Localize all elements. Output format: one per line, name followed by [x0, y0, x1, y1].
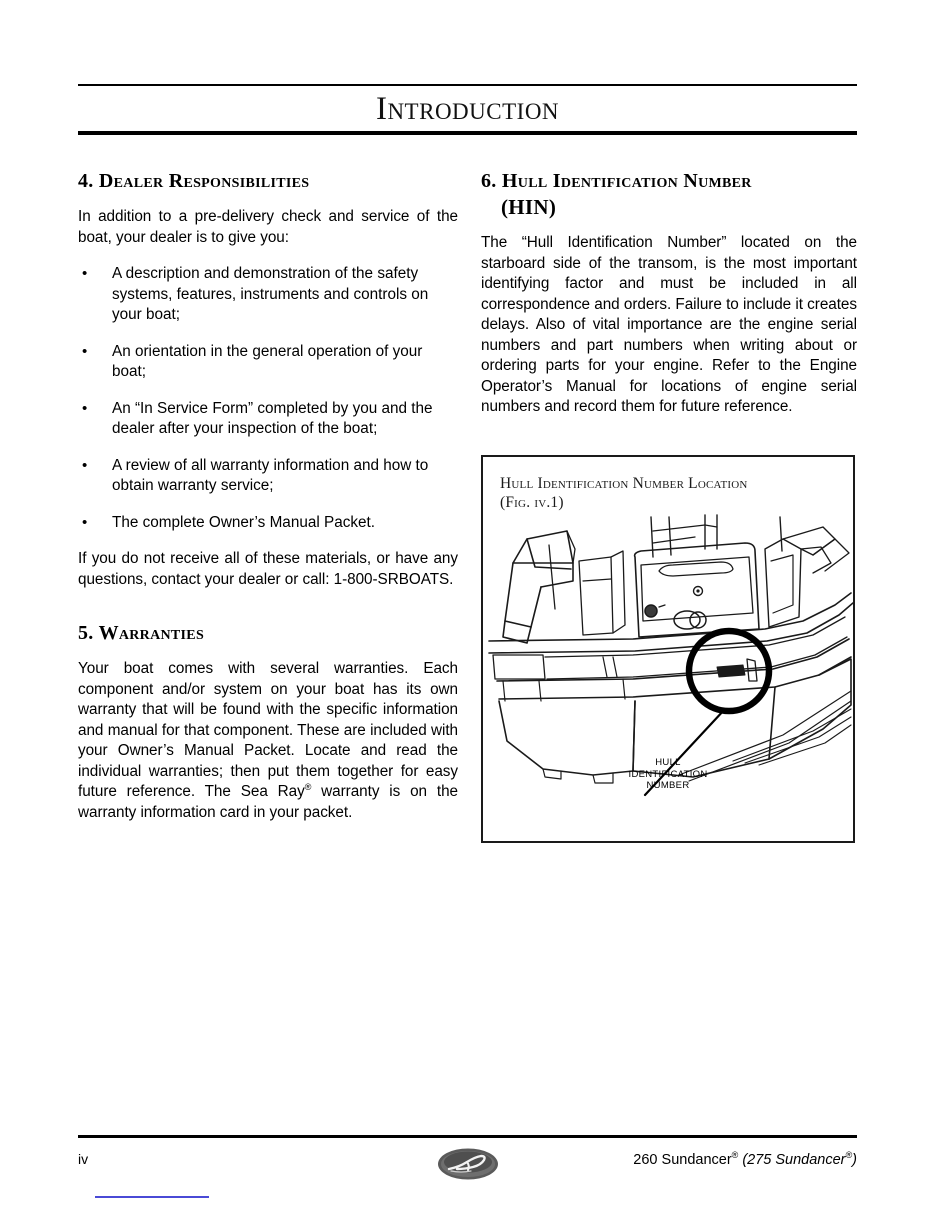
footer-page-number: iv [78, 1151, 89, 1167]
warranties-paragraph [78, 659, 458, 823]
right-column [481, 168, 857, 431]
figure-caption [483, 457, 853, 512]
callout-line-number: NUMBER [646, 780, 690, 791]
list-item [78, 264, 458, 326]
footer-model-secondary-close: ) [852, 1152, 857, 1168]
figure-caption-line2: (Fig. iv.1) [500, 494, 564, 511]
left-column [78, 168, 458, 836]
figure-caption-line1: Hull Identification Number Location [500, 475, 748, 492]
bullet-icon: • [82, 265, 88, 282]
page-title: Introduction [375, 91, 560, 127]
section-number-4: 4. [78, 170, 94, 192]
dealer-intro-paragraph: In addition to a pre-delivery check and service of the boat, your dealer is to give you: [78, 208, 458, 246]
callout-line-identification: IDENTIFICATION [628, 768, 708, 780]
warranties-text-part2: warranty is on the warranty information card in your packet. [78, 783, 458, 821]
bullet-icon: • [82, 456, 88, 474]
section-title-4: Dealer Responsibilities [98, 170, 310, 192]
list-item-text: The complete Owner’s Manual Packet. [112, 513, 376, 531]
page-footer [78, 1135, 857, 1187]
list-item-text: An “In Service Form” completed by you and the dealer after your inspection of the boat; [112, 399, 433, 437]
footer-model-primary: 260 Sundancer [633, 1152, 732, 1168]
list-item [78, 513, 458, 534]
footer-row [78, 1147, 857, 1187]
section-heading-hull-identification-number [481, 168, 857, 220]
page-header [78, 84, 857, 135]
section-title-5: Warranties [98, 622, 205, 644]
callout-line-hull: HULL [655, 757, 681, 768]
section-number-6: 6. [481, 170, 497, 192]
figure-callout-label [483, 757, 853, 792]
bullet-icon: • [82, 342, 88, 360]
dealer-closing-paragraph: If you do not receive all of these materials, or have any questions, contact your dealer or call: 1-800-SRBOATS. [78, 550, 458, 588]
list-item [78, 399, 458, 440]
footer-rule [78, 1135, 857, 1138]
registered-mark-icon: ® [845, 1150, 853, 1161]
section-number-5: 5. [78, 622, 94, 644]
registered-mark-icon: ® [731, 1150, 739, 1161]
bullet-icon: • [82, 399, 88, 417]
section-title-6: Hull Identification Number [501, 170, 752, 192]
figure-hin-location [481, 455, 855, 843]
list-item [78, 342, 458, 383]
hin-paragraph: The “Hull Identification Number” located on the starboard side of the transom, is the most important identifying factor and must be included in all correspondence and orders. Failure to include it creates delays. Also of vital importance are the engine serial numbers and part numbers when writing about or ordering parts for your engine. Refer to the Engine Operator’s Manual for locations of engine serial numbers and record them for future reference. [481, 234, 857, 415]
footer-model-name [633, 1152, 857, 1168]
footer-model-secondary: (275 Sundancer [742, 1152, 846, 1168]
warranties-text-part1: Your boat comes with several warranties. Each component and/or system on your boat has its own warranty that will be found with the specific information and manual for that component. These are included with your Owner’s Manual Packet. Locate and read the individual warranties; then put them together for easy future reference. The Sea Ray [78, 660, 458, 800]
section-heading-warranties [78, 620, 458, 646]
section-title-6-continued: (HIN) [501, 195, 557, 219]
list-item-text: A review of all warranty information and how to obtain warranty service; [112, 456, 429, 494]
header-rule-bottom [78, 131, 857, 135]
dealer-responsibilities-list [78, 264, 458, 533]
bullet-icon: • [82, 513, 88, 531]
scan-artifact-line [95, 1196, 209, 1198]
list-item-text: An orientation in the general operation of your boat; [112, 342, 423, 380]
section-heading-dealer-responsibilities [78, 168, 458, 194]
list-item-text: A description and demonstration of the safety systems, features, instruments and controls on your boat; [112, 265, 429, 323]
registered-mark-icon: ® [304, 781, 312, 792]
list-item [78, 456, 458, 497]
sea-ray-logo-icon [437, 1147, 499, 1181]
